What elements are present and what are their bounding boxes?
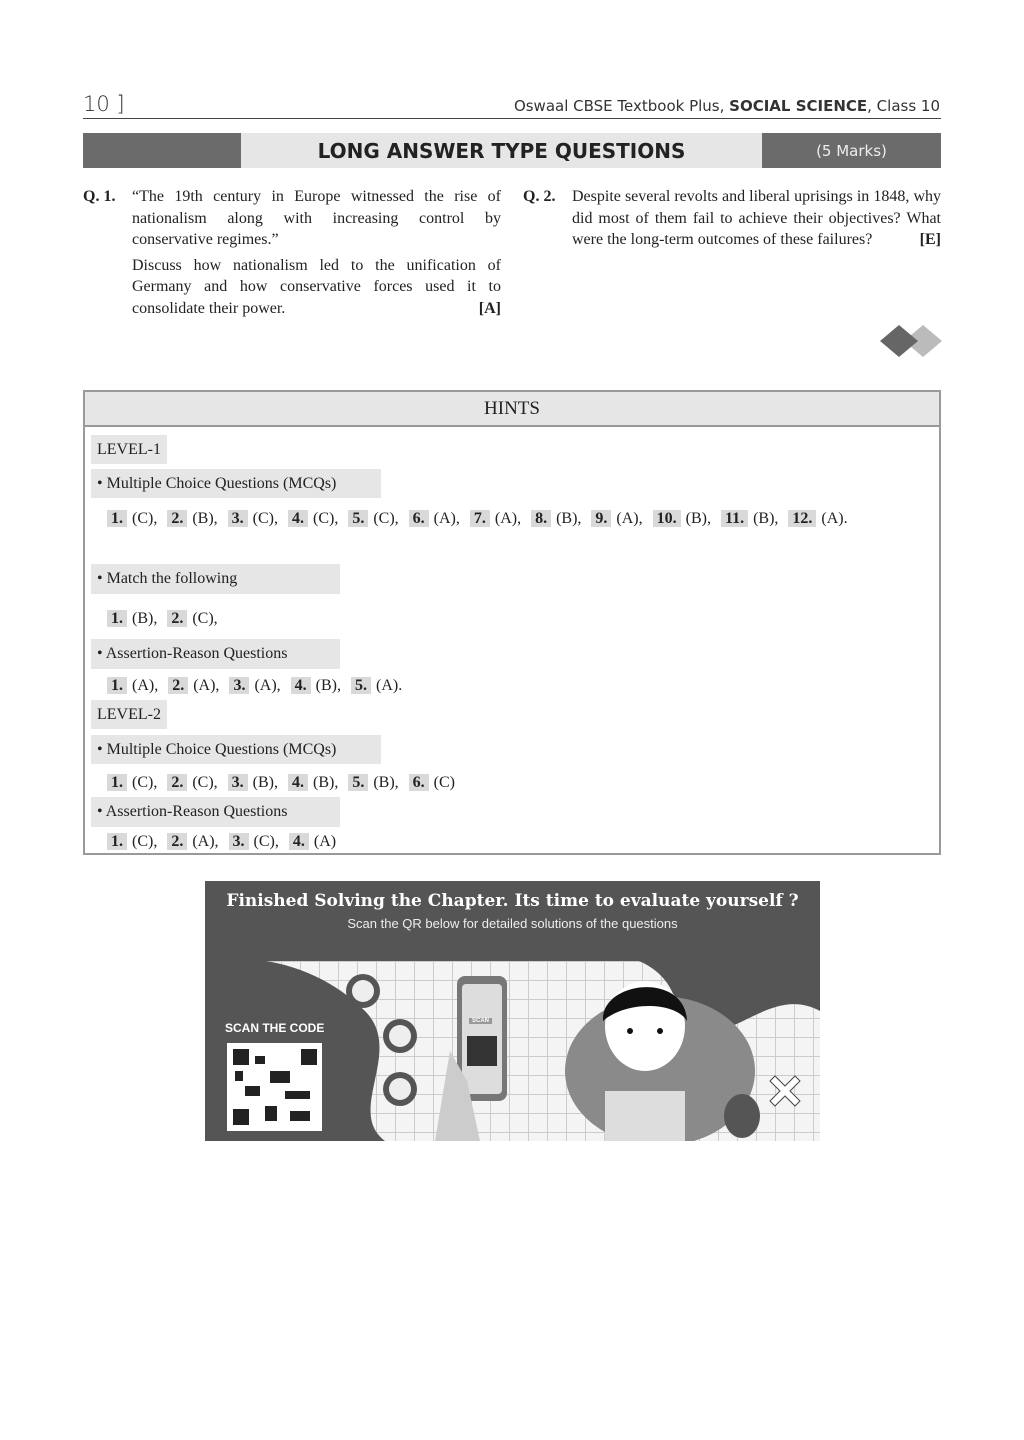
- answer-option: (A),: [616, 510, 643, 527]
- answer-item: [591, 506, 642, 531]
- l2-ar-heading: • Assertion-Reason Questions: [91, 797, 340, 827]
- answer-number: 11.: [721, 510, 748, 527]
- answer-option: (A),: [193, 677, 220, 694]
- question-1: [83, 186, 501, 319]
- l1-match-answers: [107, 606, 907, 631]
- answer-item: [167, 606, 217, 631]
- answer-number: 1.: [107, 833, 127, 850]
- l1-match-heading: • Match the following: [91, 564, 340, 594]
- answer-option: (C): [433, 774, 455, 791]
- answer-item: [107, 829, 157, 854]
- answer-number: 4.: [291, 677, 311, 694]
- answer-option: (C),: [312, 510, 339, 527]
- answer-number: 4.: [289, 833, 309, 850]
- section-title: LONG ANSWER TYPE QUESTIONS: [241, 133, 762, 168]
- answer-item: [721, 506, 778, 531]
- answer-item: [348, 506, 398, 531]
- answer-item: [291, 673, 341, 698]
- answer-option: (B),: [132, 610, 158, 627]
- answer-number: 6.: [409, 774, 429, 791]
- answer-item: [409, 770, 455, 795]
- answer-item: [348, 770, 398, 795]
- diamond-ornament-icon: [880, 325, 942, 357]
- answer-item: [229, 829, 279, 854]
- answer-number: 5.: [348, 510, 368, 527]
- answer-item: [788, 506, 847, 531]
- answer-item: [470, 506, 521, 531]
- banner-subtitle: Scan the QR below for detailed solutions of the questions: [347, 916, 678, 931]
- answer-option: (B),: [312, 774, 339, 791]
- answer-option: (B),: [556, 510, 582, 527]
- answer-option: (A): [313, 833, 337, 850]
- answer-number: 3.: [229, 833, 249, 850]
- answer-item: [289, 829, 336, 854]
- l2-mcq-heading: • Multiple Choice Questions (MCQs): [91, 735, 381, 764]
- answer-option: (A),: [494, 510, 522, 527]
- scan-label: SCAN THE CODE: [225, 1021, 325, 1035]
- answer-number: 2.: [167, 774, 187, 791]
- banner-left-block: [83, 133, 241, 168]
- l1-ar-answers: [107, 673, 907, 698]
- page-number: 10 ]: [83, 92, 125, 116]
- answer-option: (A).: [821, 510, 848, 527]
- answer-number: 2.: [168, 677, 188, 694]
- level-2-label: LEVEL-2: [91, 700, 167, 729]
- answer-number: 1.: [107, 774, 127, 791]
- question-number: Q. 2.: [523, 188, 556, 205]
- book-title: Oswaal CBSE Textbook Plus,: [513, 97, 730, 115]
- answer-item: [167, 829, 218, 854]
- evaluation-banner: [205, 881, 820, 1141]
- answer-option: (A),: [192, 833, 219, 850]
- answer-option: (A),: [254, 677, 281, 694]
- answer-option: (B),: [315, 677, 341, 694]
- answer-number: 1.: [107, 610, 127, 627]
- phone-scan-label: SCAN: [469, 1018, 492, 1024]
- answer-number: 1.: [107, 677, 127, 694]
- question-prompt: Discuss how nationalism led to the unification of Germany and how conservative forces used it to consolidate their power.: [132, 256, 501, 317]
- level-1-label: LEVEL-1: [91, 435, 167, 464]
- answer-number: 6.: [409, 510, 429, 527]
- l1-mcq-answers: [107, 506, 907, 531]
- answer-number: 3.: [228, 774, 248, 791]
- answer-number: 5.: [351, 677, 371, 694]
- question-tag: [E]: [919, 231, 941, 248]
- section-banner: [83, 133, 941, 168]
- answer-option: (B),: [753, 510, 779, 527]
- answer-item: [288, 770, 338, 795]
- answer-number: 9.: [591, 510, 611, 527]
- answer-number: 5.: [348, 774, 368, 791]
- answer-option: (C),: [132, 774, 158, 791]
- answer-item: [228, 770, 278, 795]
- subject: SOCIAL SCIENCE: [729, 97, 868, 115]
- answer-item: [107, 506, 157, 531]
- answer-item: [167, 506, 217, 531]
- hints-title: HINTS: [85, 392, 939, 427]
- question-text-2: [132, 255, 501, 320]
- answer-option: (B),: [192, 510, 218, 527]
- answer-item: [168, 673, 219, 698]
- answer-option: (C),: [192, 774, 218, 791]
- question-prompt: Despite several revolts and liberal uprisings in 1848, why did most of them fail to achieve their objectives? What were the long-term outcomes of these failures?: [572, 188, 941, 248]
- header-rule: [83, 118, 941, 119]
- question-text: “The 19th century in Europe witnessed the rise of nationalism along with increasing control by conservative regimes.”: [132, 188, 501, 248]
- answer-number: 8.: [531, 510, 551, 527]
- answer-item: [107, 770, 157, 795]
- answer-number: 4.: [288, 774, 308, 791]
- answer-number: 7.: [470, 510, 490, 527]
- l1-ar-heading: • Assertion-Reason Questions: [91, 639, 340, 669]
- answer-option: (B),: [373, 774, 399, 791]
- answer-number: 2.: [167, 833, 187, 850]
- answer-item: [107, 673, 158, 698]
- section-marks: (5 Marks): [762, 133, 941, 168]
- answer-item: [531, 506, 581, 531]
- question-number: Q. 1.: [83, 188, 116, 205]
- question-text: [572, 186, 941, 251]
- answer-item: [288, 506, 338, 531]
- question-tag: [A]: [478, 299, 501, 317]
- l2-ar-answers: [107, 829, 907, 854]
- answer-option: (C),: [192, 610, 218, 627]
- answer-option: (C),: [253, 833, 279, 850]
- l1-mcq-heading: • Multiple Choice Questions (MCQs): [91, 469, 381, 498]
- answer-option: (C),: [132, 510, 158, 527]
- answer-number: 3.: [229, 677, 249, 694]
- class-label: , Class 10: [867, 97, 940, 115]
- answer-option: (C),: [373, 510, 399, 527]
- answer-number: 2.: [167, 510, 187, 527]
- answer-number: 1.: [107, 510, 127, 527]
- answer-item: [409, 506, 460, 531]
- running-header: [514, 97, 940, 115]
- hints-box: [83, 390, 941, 855]
- answer-item: [653, 506, 711, 531]
- answer-number: 3.: [228, 510, 248, 527]
- answer-item: [229, 673, 280, 698]
- answer-number: 12.: [788, 510, 816, 527]
- answer-option: (B),: [685, 510, 711, 527]
- banner-title: Finished Solving the Chapter. Its time to evaluate yourself ?: [226, 891, 799, 911]
- l2-mcq-answers: [107, 770, 907, 795]
- answer-number: 10.: [653, 510, 681, 527]
- answer-item: [351, 673, 402, 698]
- answer-option: (C),: [252, 510, 278, 527]
- answer-option: (A),: [132, 677, 159, 694]
- answer-option: (A).: [375, 677, 403, 694]
- answer-number: 2.: [167, 610, 187, 627]
- answer-option: (A),: [433, 510, 460, 527]
- answer-item: [228, 506, 278, 531]
- answer-option: (B),: [252, 774, 278, 791]
- answer-number: 4.: [288, 510, 308, 527]
- answer-item: [167, 770, 217, 795]
- question-2: [523, 186, 941, 251]
- answer-item: [107, 606, 157, 631]
- qr-code[interactable]: [227, 1043, 322, 1131]
- answer-option: (C),: [132, 833, 158, 850]
